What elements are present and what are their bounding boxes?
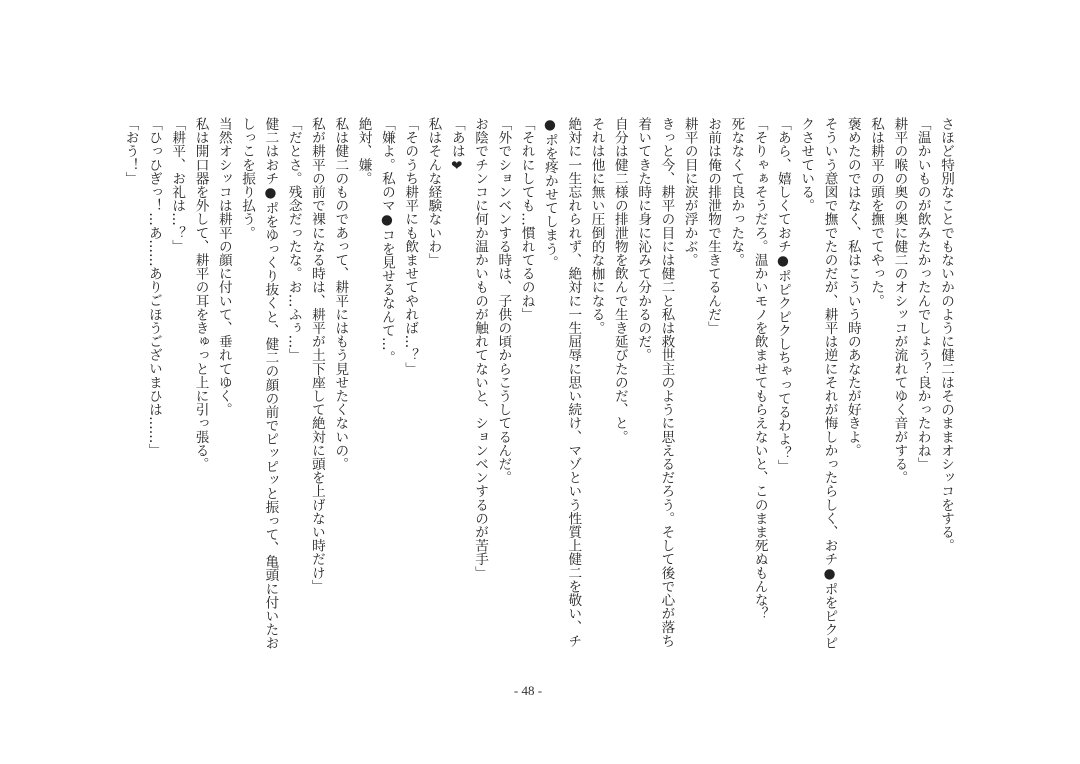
text-line: お前は俺の排泄物で生きてるんだ」 [705, 117, 722, 335]
text-line: 私は健二のものであって、耕平にはもう見せたくないの。 [332, 117, 349, 471]
text-line: 「そのうち耕平にも飲ませてやれば…？」 [402, 117, 419, 376]
text-line: きっと今、耕平の目には健二と私は救世主のように思えるだろう。そして後で心が落ち [658, 117, 675, 648]
text-line: 自分は健二様の排泄物を飲んで生き延びたのだ、と。 [611, 117, 628, 444]
text-line: 褒めたのではなく、私はこういう時のあなたが好きよ。 [844, 117, 861, 457]
text-line: 着いてきた時に身に沁みて分かるのだ。 [635, 117, 652, 362]
text-line: 死ななくて良かったな。 [728, 117, 745, 267]
text-line: 「そりゃぁそうだろ。温かいモノを飲ませてもらえないと、このまま死ぬもんな？ [751, 117, 768, 621]
text-line: ●ポを疼かせてしまう。 [541, 117, 558, 269]
text-line: 絶対、嫌。 [355, 117, 372, 185]
text-line: 「外でションベンする時は、子供の頃からこうしてるんだ。 [495, 117, 512, 485]
text-line: 当然オシッコは耕平の顔に付いて、垂れてゆく。 [215, 117, 232, 417]
text-line: 私が耕平の前で裸になる時は、耕平が土下座して絶対に頭を上げない時だけ」 [308, 117, 325, 593]
text-line: 「温かいものが飲みたかったんでしょう？良かったわね」 [914, 117, 931, 471]
text-line: 「それにしても…慣れてるのね」 [518, 117, 535, 321]
text-line: 私はそんな経験ないわ」 [425, 117, 442, 267]
text-line: それは他に無い圧倒的な枷になる。 [588, 117, 605, 335]
text-line: 「だとさ。残念だったな。お…ふぅ…」 [285, 117, 302, 362]
page-number: - 48 - [513, 683, 543, 698]
text-line: 「おう！」 [122, 117, 139, 185]
vertical-body-text [118, 117, 957, 662]
text-line: 「あら、嬉しくておチ●ポピクピクしちゃってるわよ？」 [774, 117, 791, 473]
text-line: 「耕平、お礼は…？」 [169, 117, 186, 253]
text-line: 私は開口器を外して、耕平の耳をきゅっと上に引っ張る。 [192, 117, 209, 471]
text-line: お陰でチンコに何か温かいものが触れてないと、ションベンするのが苦手」 [472, 117, 489, 580]
text-line: 耕平の喉の奥の奥に健二のオシッコが流れてゆく音がする。 [891, 117, 908, 485]
text-line: 健二はおチ●ポをゆっくり抜くと、健二の顔の前でピッピッと振って、亀頭に付いたお [262, 117, 279, 650]
text-line: さほど特別なことでもないかのように健二はそのままオシッコをする。 [938, 117, 954, 553]
text-line: クさせている。 [798, 117, 815, 213]
text-line: 「あは❤ [448, 117, 465, 174]
text-line: 私は耕平の頭を撫でてやった。 [868, 117, 885, 308]
text-line: そういう意図で撫でたのだが、耕平は逆にそれが悔しかったらしく、おチ●ポをピクピ [821, 117, 838, 650]
text-line: 「ひっひぎっ！…あ……ありごほうございまひは……」 [145, 117, 162, 457]
text-line: 「嫌よ。私のマ●コを見せるなんて…。 [378, 117, 395, 365]
text-line: 耕平の目に涙が浮かぶ。 [681, 117, 698, 267]
text-line: 絶対に一生忘れられず、絶対に一生屈辱に思い続け、マゾという性質上健二を敬い、チ [565, 117, 582, 648]
text-line: しっこを振り払う。 [239, 117, 256, 240]
